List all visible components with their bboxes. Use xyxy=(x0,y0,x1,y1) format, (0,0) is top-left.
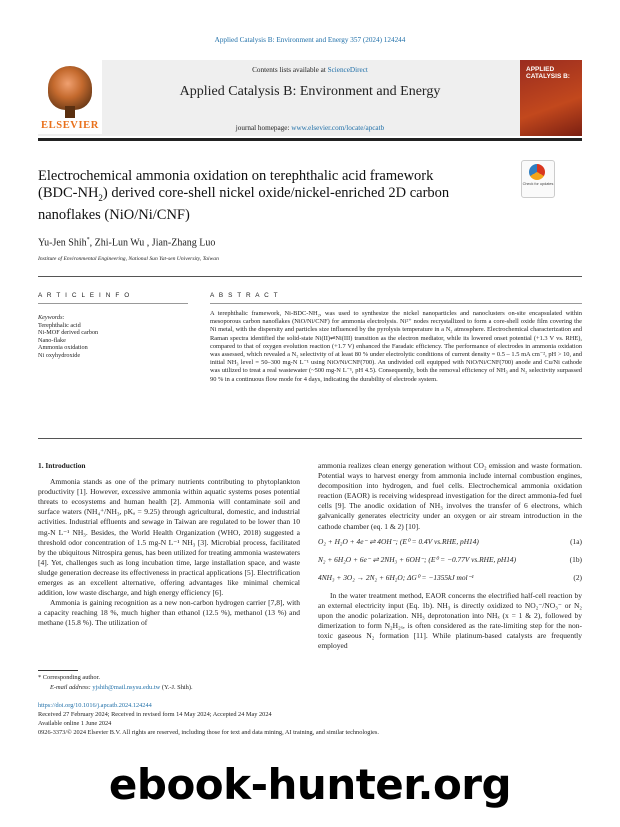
keyword-item: Ni-MOF derived carbon xyxy=(38,329,99,337)
journal-reference[interactable]: Applied Catalysis B: Environment and Energy 357 (2024) 124244 xyxy=(214,36,406,44)
author-1[interactable]: Yu-Jen Shih xyxy=(38,237,87,249)
contents-line xyxy=(102,66,518,74)
abstract-bottom-rule xyxy=(38,438,582,439)
journal-homepage xyxy=(102,124,518,132)
equation-text: 4NH₃ + 3O₂ → 2N₂ + 6H₂O; ΔG⁰ = −1355kJ mol⁻¹ xyxy=(318,572,474,582)
other-authors[interactable]: , Zhi-Lun Wu , Jian-Zhang Luo xyxy=(89,237,216,249)
title-line-2a: (BDC-NH xyxy=(38,185,99,201)
equation-text: O₂ + H₂O + 4e⁻ ⇌ 4OH⁻; (E⁰ = 0.4V vs.RHE, pH14) xyxy=(318,536,479,546)
paragraph: ammonia realizes clean energy generation without CO₂ emission and waste formation. Potential ways to harvest energy from ammonia include internal combustion engines, decomposition into hydrogen, and fuel cells. Electrochemical ammonia oxidation reaction (EAOR) is receiving widespread investigation for the direct ammonia-fed fuel cells [9]. The anodic oxidation of NH₃ involves the transfer of 6 electrons, which galvanically generates electricity under an oxygen or air stream introduction in the cathode chamber (eq. 1 & 2) [10]. xyxy=(318,461,582,531)
body-column-left xyxy=(38,461,300,629)
authors xyxy=(38,237,215,248)
received-dates: Received 27 February 2024; Received in revised form 14 May 2024; Accepted 24 May 2024 xyxy=(38,711,272,718)
equation-number: (1b) xyxy=(569,554,582,564)
email-line xyxy=(50,684,193,691)
article-info-heading: A R T I C L E I N F O xyxy=(38,292,131,299)
homepage-link[interactable]: www.elsevier.com/locate/apcatb xyxy=(291,124,385,132)
contents-prefix: Contents lists available at xyxy=(252,66,328,74)
article-info-rule xyxy=(38,303,188,304)
publisher-name: ELSEVIER xyxy=(41,120,99,131)
keyword-item: Terephthalic acid xyxy=(38,321,81,329)
paragraph: Ammonia stands as one of the primary nutrients contributing to phytoplankton productivity [1]. However, excessive ammonia within aquatic systems poses potential threats to ecosystems and human health [2]. Ammonia will contaminate soil and surface waters (NH₄⁺/NH₃, pKₐ = 9.25) through agricultural, domestic, and industrial activities. Industrial effluents and sewage in Taiwan are regulated to be lower than 10 mg-N L⁻¹ NH₃. Besides, the World Health Organization (WHO, 2018) suggested a threshold odor concentration of 1.5 mg-N L⁻¹ NH₃ [3]. Microbial process, facilitated by the ubiquitous Nitrospira genus, has been utilized for treating ammonia wastewaters [4]. Yet, challenges such as long incubation time, large installation space, and waste sludge generation decrease its effectiveness in practical applications [5]. Electrification emerges as an excellent alternative, offering advantages like minimal chemical addition, low waste discharge, and high energy efficiency [6]. xyxy=(38,477,300,598)
email-suffix: (Y.-J. Shih). xyxy=(160,684,193,691)
equation-number: (2) xyxy=(573,572,582,582)
elsevier-tree-icon xyxy=(48,66,92,110)
keywords-label: Keywords: xyxy=(38,314,65,321)
tree-trunk-icon xyxy=(65,106,75,118)
check-for-updates-label: Check for updates xyxy=(522,182,554,186)
sciencedirect-link[interactable]: ScienceDirect xyxy=(327,66,368,74)
available-online: Available online 1 June 2024 xyxy=(38,720,112,727)
corresponding-author-note: * Corresponding author. xyxy=(38,674,100,681)
watermark: ebook-hunter.org xyxy=(108,760,512,809)
keyword-item: Ammonia oxidation xyxy=(38,344,88,352)
title-subscript: 2 xyxy=(98,192,103,203)
title-line-2b: ) derived core-shell nickel oxide/nickel-enriched 2D carbon xyxy=(102,185,450,201)
affiliation: Institute of Environmental Engineering, National Sun Yat-sen University, Taiwan xyxy=(38,256,219,262)
article-title xyxy=(38,168,508,224)
corresponding-mark[interactable]: * xyxy=(86,237,90,243)
doi-link[interactable]: https://doi.org/10.1016/j.apcatb.2024.124244 xyxy=(38,702,152,709)
equation-number: (1a) xyxy=(570,536,582,546)
body-column-right xyxy=(318,461,582,651)
equation-text: N₂ + 6H₂O + 6e⁻ ⇌ 2NH₃ + 6OH⁻; (E⁰ = −0.77V vs.RHE, pH14) xyxy=(318,554,517,564)
updates-icon xyxy=(529,164,545,180)
email-link[interactable]: yjshih@mail.nsysu.edu.tw xyxy=(92,684,161,691)
keywords-block xyxy=(38,314,188,360)
paragraph: In the water treatment method, EAOR concerns the electrified half-cell reaction by an external electricity input (Eq. 1b). NH₃ is directly oxidized to NO₂⁻/NO₃⁻ or N₂ upon the anodic polarization. NH₃ deprotonation into NHₓ (x = 1 & 2), followed by dimerization to form N₂H₂ₓ, is often considered as the rate-limiting step for the non-toxic gaseous N₂ formation [11]. While platinum-based catalysts are frequently employed xyxy=(318,590,582,651)
abstract-heading: A B S T R A C T xyxy=(210,292,280,299)
equation-1a xyxy=(318,537,582,555)
homepage-prefix: journal homepage: xyxy=(235,124,292,132)
equation-2 xyxy=(318,573,582,591)
abstract-rule xyxy=(210,303,582,304)
abstract-text: A terephthalic framework, Ni-BDC-NH₂, was used to synthesize the nickel nanoparticles and nanoclusters on-site encapsulated within mesoporous carbon nanoflakes (NiO/Ni/CNF) for ammonia electrolysis. Ni²⁺ nodes recrystallized to form a core-shell oxide film covering the Ni metal, with the dispersity and particles size influenced by the pyrolysis temperature in a N₂ atmosphere. Electrochemical characterization and Raman spectra identified the solid-state Ni(II)⇌Ni(III) transition as the electron mediator, while its lowered onset potential (+1.3 V vs. RHE), compared to that of oxygen evolution reaction (+1.7 V) enhanced the Faradaic efficiency. The performance of electrodes in ammonia oxidation was assessed, which revealed a N₂ selectivity of at least 80 % under electrolytic conditions of current density = 0.5 – 1.5 mA cm⁻², pH > 10, and initial NH₃ level = 50–300 mg-N L⁻¹ using NiO/Ni/CNF(700). An undivided cell equipped with NiO/Ni/CNF(700) anode and Cu/Ni cathode was utilized to treat a real wastewater (~500 mg-N L⁻¹, pH 4.5). Consequently, both the removal efficiency of NH₃ and N₂ selectivity surpassed 90 % in a continuous flow mode for 4 days, indicating the durability of electrode system. xyxy=(210,310,582,383)
keyword-item: Nano-flake xyxy=(38,336,66,344)
title-line-1: Electrochemical ammonia oxidation on terephthalic acid framework xyxy=(38,168,434,184)
title-line-3: nanoflakes (NiO/Ni/CNF) xyxy=(38,206,190,223)
affiliation-rule xyxy=(38,276,582,277)
header-rule xyxy=(38,138,582,141)
journal-cover-title: APPLIED CATALYSIS B: xyxy=(526,66,570,80)
copyright: 0926-3373/© 2024 Elsevier B.V. All rights are reserved, including those for text and data mining, AI training, and similar technologies. xyxy=(38,729,379,736)
equation-1b xyxy=(318,555,582,573)
journal-title: Applied Catalysis B: Environment and Energy xyxy=(179,84,441,99)
keyword-item: Ni oxyhydroxide xyxy=(38,351,81,359)
paragraph: Ammonia is gaining recognition as a new non-carbon hydrogen carrier [7,8], with a capacity reaching 18 %, much higher than ethanol (12.5 %), methanol (13 %) and methane (15.8 %). The utilization of xyxy=(38,598,300,628)
email-label: E-mail address: xyxy=(50,684,93,691)
section-heading-introduction: 1. Introduction xyxy=(38,461,86,470)
footnote-rule xyxy=(38,670,78,671)
